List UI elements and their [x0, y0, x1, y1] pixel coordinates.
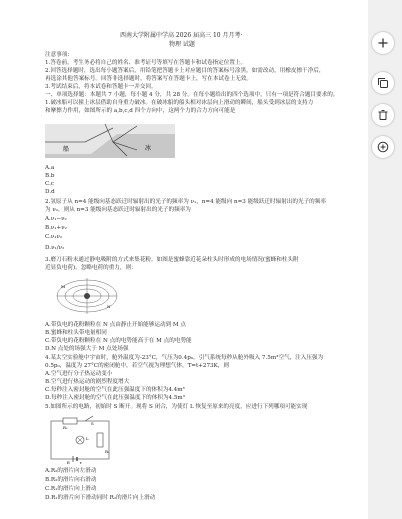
option: B.ν₁+ν₂: [45, 225, 67, 231]
notes-heading: 注意事项:: [45, 52, 70, 58]
option: B.b: [45, 173, 55, 179]
question-line: 1.破冰船可以撞上冰层借助自身重力破冰。在破冰船的船头相对冰层向上滑动的瞬间，船头受到冰层的支持力: [45, 100, 314, 106]
option: A.ν₁−ν₂: [45, 216, 67, 222]
question-line: 4.某太空实验舱中宇宙时，舱外温度为-23°C，气压为0.4p₀。引气系统每秒从舱外吸入 7.5m³空气，注入压强为: [45, 355, 324, 361]
option: C.带负电的花粉颗粒在 N 点的电势能高于在 M 点的电势能: [45, 338, 192, 344]
circuit-label: R₁: [105, 449, 110, 454]
question-line: 2.氢原子从 n=4 能级向基态跃迁时辐射出的光子的频率为 ν₁，n=4 能级向 n=3 能级跃迁时辐射出的光子的频率: [45, 199, 326, 205]
question-line: 0.5p₀，温度为 27°C的密闭舱中，若空气视为理想气体，T=t+273K，则: [45, 363, 229, 369]
note-line: 3.考试结束后，将本试卷和答题卡一并交回。: [45, 84, 157, 90]
circuit-label: L: [86, 436, 89, 441]
option: C.ν₁ν₂: [45, 234, 63, 240]
option: D.每秒注入密封舱的空气在此压强温度下的体积为4.5m³: [45, 395, 185, 401]
electric-field-figure: [49, 276, 125, 318]
circuit-figure: [45, 415, 119, 465]
option: C.c: [45, 181, 54, 187]
note-line: 1.答卷前，考生务必将自己的姓名、准考证号等填写在答题卡和试卷指定位置上。: [45, 60, 247, 66]
add-circle-icon: [377, 141, 389, 153]
circuit-label: R₂: [63, 425, 68, 430]
circuit-label: S: [91, 421, 94, 426]
question-line: 3.磨刀石粉末通过静电吸附的方式来集花粉。如图是蜜蜂靠近花朵柱头时形成的电场情况(蜜蜂和柱头附: [45, 257, 299, 263]
option: C.每秒注入密封舱的空气在此压强温度下的体积为4.4m³: [45, 387, 185, 393]
option: D.N 点处的场强大于 M 点处场强: [45, 346, 129, 352]
option: A.空气进行分子热运动变小: [45, 371, 113, 377]
svg-text:N: N: [107, 304, 111, 309]
question-line: 近显负电荷)。忽略电荷的重力，则：: [45, 265, 137, 271]
insert-page-button[interactable]: [372, 136, 394, 158]
option: D.ν₁/ν₂: [45, 245, 65, 251]
note-line: 2.回答选择题时，选出每小题答案后，用铅笔把答题卡上对应题目的答案标号涂黑。如需改动，用橡皮擦干净后，: [45, 68, 325, 74]
question-line: 和摩擦力作用，如图所示的 a,b,c,d 四个方向中，这两个力的合力方向可能是: [45, 108, 236, 114]
exam-subtitle: 物理 试题: [169, 41, 195, 48]
option: B.蜜蜂和柱头带电量相同: [45, 330, 107, 336]
question-line: 5.如图所示的电路，初始时 S 断开。现将 S 闭合，为使灯 L 恢复至原来的亮度，应进行下列哪项可能实现: [45, 404, 308, 410]
side-toolbar: [368, 0, 402, 519]
delete-page-button[interactable]: [372, 104, 394, 126]
add-icon: [377, 37, 389, 49]
copy-page-button[interactable]: [372, 72, 394, 94]
circuit-label: r: [80, 460, 82, 465]
option: D.d: [45, 189, 55, 195]
option: B.R₂的滑片向右滑动: [45, 477, 97, 483]
option: A.a: [45, 165, 55, 171]
option: B.空气进行热运动的剧烈程度增大: [45, 379, 130, 385]
ice-label: 冰: [145, 145, 152, 152]
option: A.R₂的滑片向左滑动: [45, 468, 97, 474]
svg-text:M: M: [61, 284, 66, 289]
option: A.带负电的花粉颗粒在 N 点由静止开始能够运动到 M 点: [45, 322, 187, 328]
icebreaker-figure: [45, 120, 175, 162]
add-page-button[interactable]: [372, 32, 394, 54]
note-line: 再选涂其他答案标号。回答非选择题时，将答案写在答题卡上，写在本试卷上无效。: [45, 76, 252, 82]
question-line: 为 ν₂，则从 n=3 能级向基态跃迁时辐射出的光子的频率为: [45, 207, 191, 213]
exam-title: 西南大学附属中学高 2026 届高三 10 月月考·: [120, 32, 243, 39]
copy-icon: [377, 77, 389, 89]
section-heading: 一、单项选择题：本题共 7 小题，每小题 4 分，共 28 分。在每小题给出的四个选项中，只有一项是符合题目要求的。: [45, 92, 339, 98]
boat-label: 船: [63, 146, 70, 153]
delete-icon: [377, 109, 389, 121]
option: C.R₁的滑片向上滑动: [45, 486, 97, 492]
circuit-label: E: [67, 460, 70, 465]
option: D.R₁的滑片向下滑动同时 R₂的滑片向上滑动: [45, 495, 156, 501]
